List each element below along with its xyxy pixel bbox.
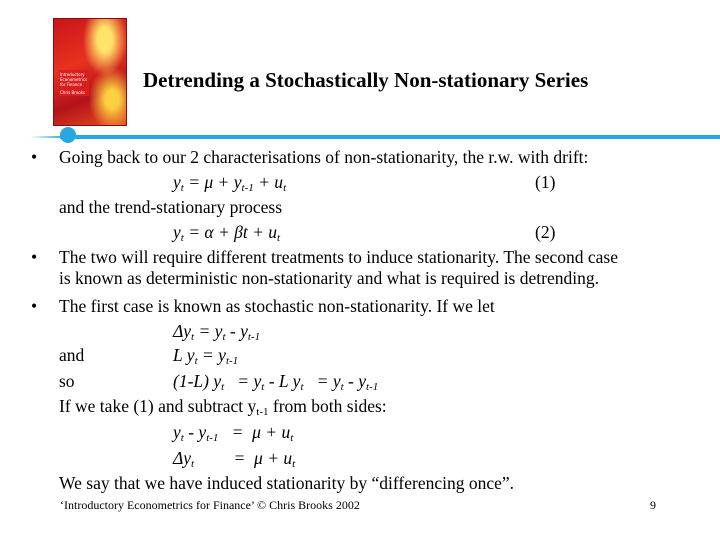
bullet-marker: • [31, 147, 38, 167]
title-rule [60, 135, 720, 139]
equation-delta-y: $\Delta y_t = y_t - y_{t-1}$ [173, 321, 261, 343]
bullet-1-text: Going back to our 2 characterisations of non-stationarity, the r.w. with drift: [59, 147, 589, 167]
title-rule-dot [60, 127, 76, 143]
equation-1-number: (1) [535, 172, 556, 192]
and-label: and [59, 345, 85, 365]
equation-lag-operator: L $y_t = y_{t-1}$ [173, 345, 239, 367]
equation-2: $y_t = \alpha + \beta t + u_t$ [173, 222, 281, 244]
equation-2-number: (2) [535, 222, 556, 242]
cover-title-line2: Econometrics [60, 77, 88, 82]
footer-citation: ‘Introductory Econometrics for Finance’ © Chris Brooks 2002 [60, 498, 360, 512]
if-we-take-line: If we take (1) and subtract $y_{t-1}$ from both sides: [59, 396, 387, 418]
equation-subtract: $y_t - y_{t-1} = \mu + u_t$ [173, 422, 294, 444]
equation-one-minus-l: (1-L) $y_t = y_t - L$ $y_t = y_t - y_{t-1}$ [173, 371, 379, 393]
so-label: so [59, 371, 75, 391]
bullet-3-text: The first case is known as stochastic non-stationarity. If we let [59, 296, 495, 316]
trend-process-text: and the trend-stationary process [59, 197, 283, 217]
slide-title: Detrending a Stochastically Non-stationary Series [143, 68, 589, 92]
book-cover-image [53, 18, 127, 126]
bullet-marker: • [31, 296, 38, 316]
bullet-marker: • [31, 247, 38, 267]
cover-title-line1: Introductory [60, 72, 85, 77]
cover-title-line3: for Finance [60, 82, 83, 87]
conclusion-text: We say that we have induced stationarity by “differencing once”. [59, 473, 515, 493]
equation-1: $y_t = \mu + y_{t-1} + u_t$ [173, 172, 287, 194]
bullet-2-text: The two will require different treatments to induce stationarity. The second case [59, 247, 619, 267]
title-rule-tip [30, 136, 64, 138]
bullet-2-line2: is known as deterministic non-stationarity and what is required is detrending. [59, 268, 599, 288]
cover-author: Chris Brooks [60, 90, 86, 95]
equation-delta-result: $\Delta y_t$ = $\mu + u_t$ [173, 448, 296, 470]
page-number: 9 [650, 498, 656, 512]
